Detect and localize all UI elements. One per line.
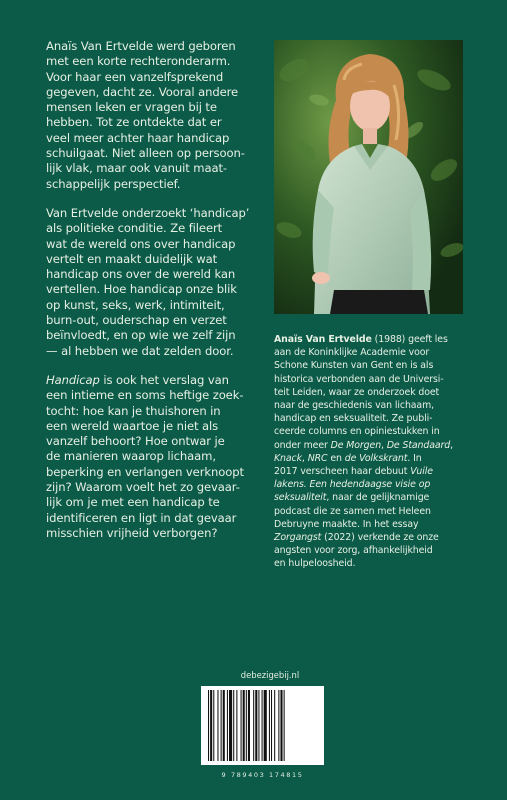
barcode-bars: [207, 690, 318, 761]
barcode-bar: [269, 690, 270, 761]
barcode-bar: [264, 690, 267, 761]
author-bio: [274, 333, 474, 571]
barcode-bar: [274, 690, 275, 761]
book-title: Zorgangst: [274, 532, 322, 544]
barcode-bar: [258, 690, 259, 761]
bio-text: , naar de gelijknamige podcast die ze samen met Heleen Debruyne maakte. In het essay: [274, 492, 431, 530]
barcode-bar: [271, 690, 272, 761]
bio-text: ,: [450, 439, 454, 451]
book-title: Vuile lakens. Een hedendaagse visie op seksualiteit: [274, 466, 433, 504]
bio-text: ,: [301, 452, 308, 464]
barcode-bar: [246, 690, 247, 761]
book-title: Handicap: [46, 372, 100, 387]
bio-text: (2022) verkende ze onze angsten voor zorg, afhankelijkheid en hulpeloosheid.: [274, 532, 439, 570]
bio-text: . In 2017 verscheen haar debuut: [274, 452, 422, 478]
barcode-bar: [213, 690, 214, 761]
barcode-bar: [223, 690, 225, 761]
bio-text: (1988) geeft les aan de Koninklijke Academie voor Schone Kunsten van Gent en is als historica verbonden aan de Universi- teit Leiden, waar ze onderzoek doet naar de geschiedenis van lichaam, handicap en seksualiteit. Ze publi- ceerde columns en opiniestukken in onder meer: [274, 334, 448, 451]
barcode-bar: [221, 690, 222, 761]
barcode-bar: [236, 690, 237, 761]
publication-title: De Morgen: [330, 439, 382, 451]
barcode-bar: [278, 690, 279, 761]
barcode-bar: [210, 690, 212, 761]
barcode-bar: [229, 690, 232, 761]
barcode-number: 9 789403 174815: [221, 771, 304, 779]
barcode-bar: [217, 690, 218, 761]
barcode-bar: [243, 690, 245, 761]
publication-title: De Standaard: [386, 439, 451, 451]
barcode-bar: [233, 690, 234, 761]
barcode-bar: [253, 690, 254, 761]
publication-title: de Volkskrant: [344, 452, 408, 464]
blurb-paragraph-3: [46, 373, 266, 541]
barcode-bar: [255, 690, 257, 761]
blurb-paragraph-1: Anaïs Van Ertvelde werd geboren met een korte rechteronderarm. Voor haar een vanzelfsprekend gegeven, dacht ze. Vooral andere mensen leken er vragen bij te hebben. Tot ze ontdekte dat er veel meer achter haar handicap schuilgaat. Niet alleen op persoon- lijk vlak, maar ook vanuit maat- schappelijk perspectief.: [46, 39, 245, 191]
publication-title: NRC: [307, 452, 328, 464]
publisher-url: debezigebij.nl: [240, 670, 300, 680]
publication-title: Knack: [274, 452, 302, 464]
bio-text: en: [327, 452, 345, 464]
author-name: Anaïs Van Ertvelde: [274, 334, 372, 345]
author-photo: [274, 40, 463, 314]
bio-text: ,: [381, 439, 387, 451]
barcode-bar: [208, 690, 209, 761]
barcode-bar: [241, 690, 242, 761]
barcode: [201, 686, 324, 765]
barcode-bar: [262, 690, 263, 761]
barcode-bar: [248, 690, 250, 761]
blurb-paragraph-3-text: is ook het verslag van een intieme en soms heftige zoek- tocht: hoe kan je thuishoren in een wereld waartoe je niet als vanzelf behoort? Hoe ontwar je de manieren waarop lichaam, beperking en verlangen verknoopt zijn? Waarom voelt het zo gevaar- lijk om je met een handicap te identificeren en ligt in dat gevaar misschien vrijheid verborgen?: [46, 372, 244, 540]
barcode-bar: [227, 690, 228, 761]
blurb-column: [46, 39, 266, 555]
barcode-bar: [284, 690, 285, 761]
barcode-bar: [280, 690, 282, 761]
blurb-paragraph-2: Van Ertvelde onderzoekt ‘handicap’ als politieke conditie. Ze fileert wat de wereld ons over handicap vertelt en maakt duidelijk wat handicap ons over de wereld kan vertellen. Hoe handicap onze blik op kunst, seks, werk, intimiteit, burn-out, ouderschap en verzet beïnvloedt, en op wie we zelf zijn — al hebben we dat zelden door.: [46, 205, 250, 358]
